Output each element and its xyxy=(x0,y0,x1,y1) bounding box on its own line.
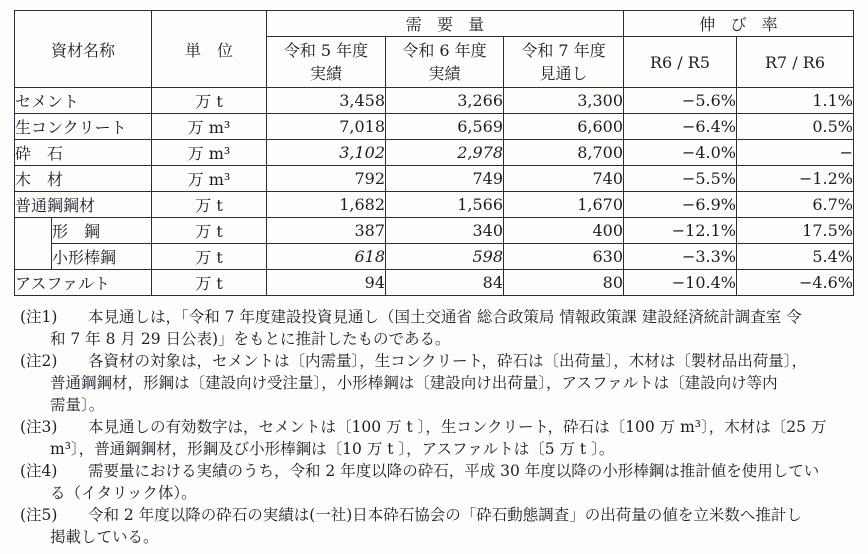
growth-r7r6: 1.1% xyxy=(737,88,854,114)
unit-cell: 万 m³ xyxy=(152,140,267,166)
note-label: (注5) xyxy=(20,506,58,524)
r5-value: 3,458 xyxy=(267,88,386,114)
growth-r6r5: −6.4% xyxy=(624,114,737,140)
r6-value: 749 xyxy=(386,166,504,192)
growth-r7r6: 6.7% xyxy=(737,192,854,218)
r7-value: 3,300 xyxy=(504,88,624,114)
note-1 xyxy=(20,306,858,350)
table-row-ready-mixed-concrete xyxy=(15,114,854,140)
growth-r7r6: −1.2% xyxy=(737,166,854,192)
note-line: 掲載している。 xyxy=(50,528,159,546)
r6-value: 598 xyxy=(386,244,504,270)
r7-value: 80 xyxy=(504,270,624,296)
growth-r6r5: −4.0% xyxy=(624,140,737,166)
materials-demand-table xyxy=(14,10,854,296)
note-line: m³〕，普通鋼鋼材，形鋼及び小形棒鋼は〔10 万 t 〕，アスファルトは〔5 万 t 〕。 xyxy=(50,440,615,458)
growth-r7r6: −4.6% xyxy=(737,270,854,296)
note-4 xyxy=(20,460,858,504)
note-line: 需量〕。 xyxy=(50,396,105,414)
note-label: (注3) xyxy=(20,418,58,436)
unit-cell: 万 m³ xyxy=(152,114,267,140)
note-label: (注2) xyxy=(20,352,58,370)
material-name-cell: 普通鋼鋼材 xyxy=(15,192,152,218)
note-label: (注1) xyxy=(20,308,58,326)
header-material-name: 資材名称 xyxy=(15,11,152,88)
note-line: 和 7 年 8 月 29 日公表)」をもとに推計したものである。 xyxy=(50,330,451,348)
r6-value: 2,978 xyxy=(386,140,504,166)
header-growth-group: 伸び率 xyxy=(624,11,854,37)
table-row-cement xyxy=(15,88,854,114)
note-line: 普通鋼鋼材，形鋼は〔建設向け受注量〕，小形棒鋼は〔建設向け出荷量〕，アスファルトは〔建設向け等内 xyxy=(50,374,778,392)
material-name-cell: 木 材 xyxy=(15,166,152,192)
table-row-shaped-steel xyxy=(15,218,854,244)
r7-value: 400 xyxy=(504,218,624,244)
growth-r6r5: −12.1% xyxy=(624,218,737,244)
table-row-ordinary-steel xyxy=(15,192,854,218)
note-line: る（イタリック体）。 xyxy=(50,484,197,502)
note-2 xyxy=(20,350,858,416)
r7-value: 1,670 xyxy=(504,192,624,218)
r6-value: 84 xyxy=(386,270,504,296)
r5-value: 7,018 xyxy=(267,114,386,140)
table-row-small-bar-steel xyxy=(15,244,854,270)
unit-cell: 万 t xyxy=(152,88,267,114)
header-r6-actual: 令和 6 年度 実績 xyxy=(386,37,504,88)
growth-r7r6: 5.4% xyxy=(737,244,854,270)
header-demand-group: 需要量 xyxy=(267,11,624,37)
note-line: (注2) 各資材の対象は，セメントは〔内需量〕，生コンクリート，砕石は〔出荷量〕，木材は〔製材品出荷量〕， xyxy=(20,352,808,370)
r6-value: 340 xyxy=(386,218,504,244)
growth-r6r5: −10.4% xyxy=(624,270,737,296)
note-line: (注4) 需要量における実績のうち，令和 2 年度以降の砕石，平成 30 年度以降の小形棒鋼は推計値を使用してい xyxy=(20,462,820,480)
note-5 xyxy=(20,504,858,548)
growth-r6r5: −3.3% xyxy=(624,244,737,270)
header-group-row xyxy=(15,11,854,37)
r5-value: 387 xyxy=(267,218,386,244)
unit-cell: 万 t xyxy=(152,192,267,218)
unit-cell: 万 t xyxy=(152,218,267,244)
growth-r7r6: − xyxy=(737,140,854,166)
growth-r7r6: 0.5% xyxy=(737,114,854,140)
table-row-crushed-stone xyxy=(15,140,854,166)
note-label: (注4) xyxy=(20,462,58,480)
r5-value: 618 xyxy=(267,244,386,270)
material-name-cell: 砕 石 xyxy=(15,140,152,166)
sub-row-indent-strip xyxy=(15,218,52,270)
header-r7-outlook: 令和 7 年度 見通し xyxy=(504,37,624,88)
r6-value: 6,569 xyxy=(386,114,504,140)
growth-r6r5: −5.6% xyxy=(624,88,737,114)
table-row-lumber xyxy=(15,166,854,192)
note-line: (注1) 本見通しは，「令和 7 年度建設投資見通し（国土交通省 総合政策局 情報政策課 建設経済統計調査室 令 xyxy=(20,308,802,326)
header-unit: 単位 xyxy=(152,11,267,88)
growth-r6r5: −6.9% xyxy=(624,192,737,218)
unit-cell: 万 t xyxy=(152,244,267,270)
unit-cell: 万 m³ xyxy=(152,166,267,192)
r7-value: 6,600 xyxy=(504,114,624,140)
r6-value: 3,266 xyxy=(386,88,504,114)
growth-r6r5: −5.5% xyxy=(624,166,737,192)
footnotes xyxy=(20,306,858,548)
material-name-cell: 形 鋼 xyxy=(52,218,152,244)
note-3 xyxy=(20,416,858,460)
material-name-cell: 生コンクリート xyxy=(15,114,152,140)
header-growth-r6r5: R6 / R5 xyxy=(624,37,737,88)
r5-value: 792 xyxy=(267,166,386,192)
unit-cell: 万 t xyxy=(152,270,267,296)
material-name-cell: アスファルト xyxy=(15,270,152,296)
header-growth-r7r6: R7 / R6 xyxy=(737,37,854,88)
material-name-cell: 小形棒鋼 xyxy=(52,244,152,270)
r7-value: 630 xyxy=(504,244,624,270)
r7-value: 740 xyxy=(504,166,624,192)
material-name-cell: セメント xyxy=(15,88,152,114)
table-row-asphalt xyxy=(15,270,854,296)
header-r5-actual: 令和 5 年度 実績 xyxy=(267,37,386,88)
r7-value: 8,700 xyxy=(504,140,624,166)
r5-value: 1,682 xyxy=(267,192,386,218)
note-line: (注5) 令和 2 年度以降の砕石の実績は(一社)日本砕石協会の「砕石動態調査」の出荷量の値を立米数へ推計し xyxy=(20,506,802,524)
r5-value: 94 xyxy=(267,270,386,296)
growth-r7r6: 17.5% xyxy=(737,218,854,244)
r6-value: 1,566 xyxy=(386,192,504,218)
r5-value: 3,102 xyxy=(267,140,386,166)
note-line: (注3) 本見通しの有効数字は，セメントは〔100 万 t 〕，生コンクリート，砕石は〔100 万 m³〕，木材は〔25 万 xyxy=(20,418,827,436)
